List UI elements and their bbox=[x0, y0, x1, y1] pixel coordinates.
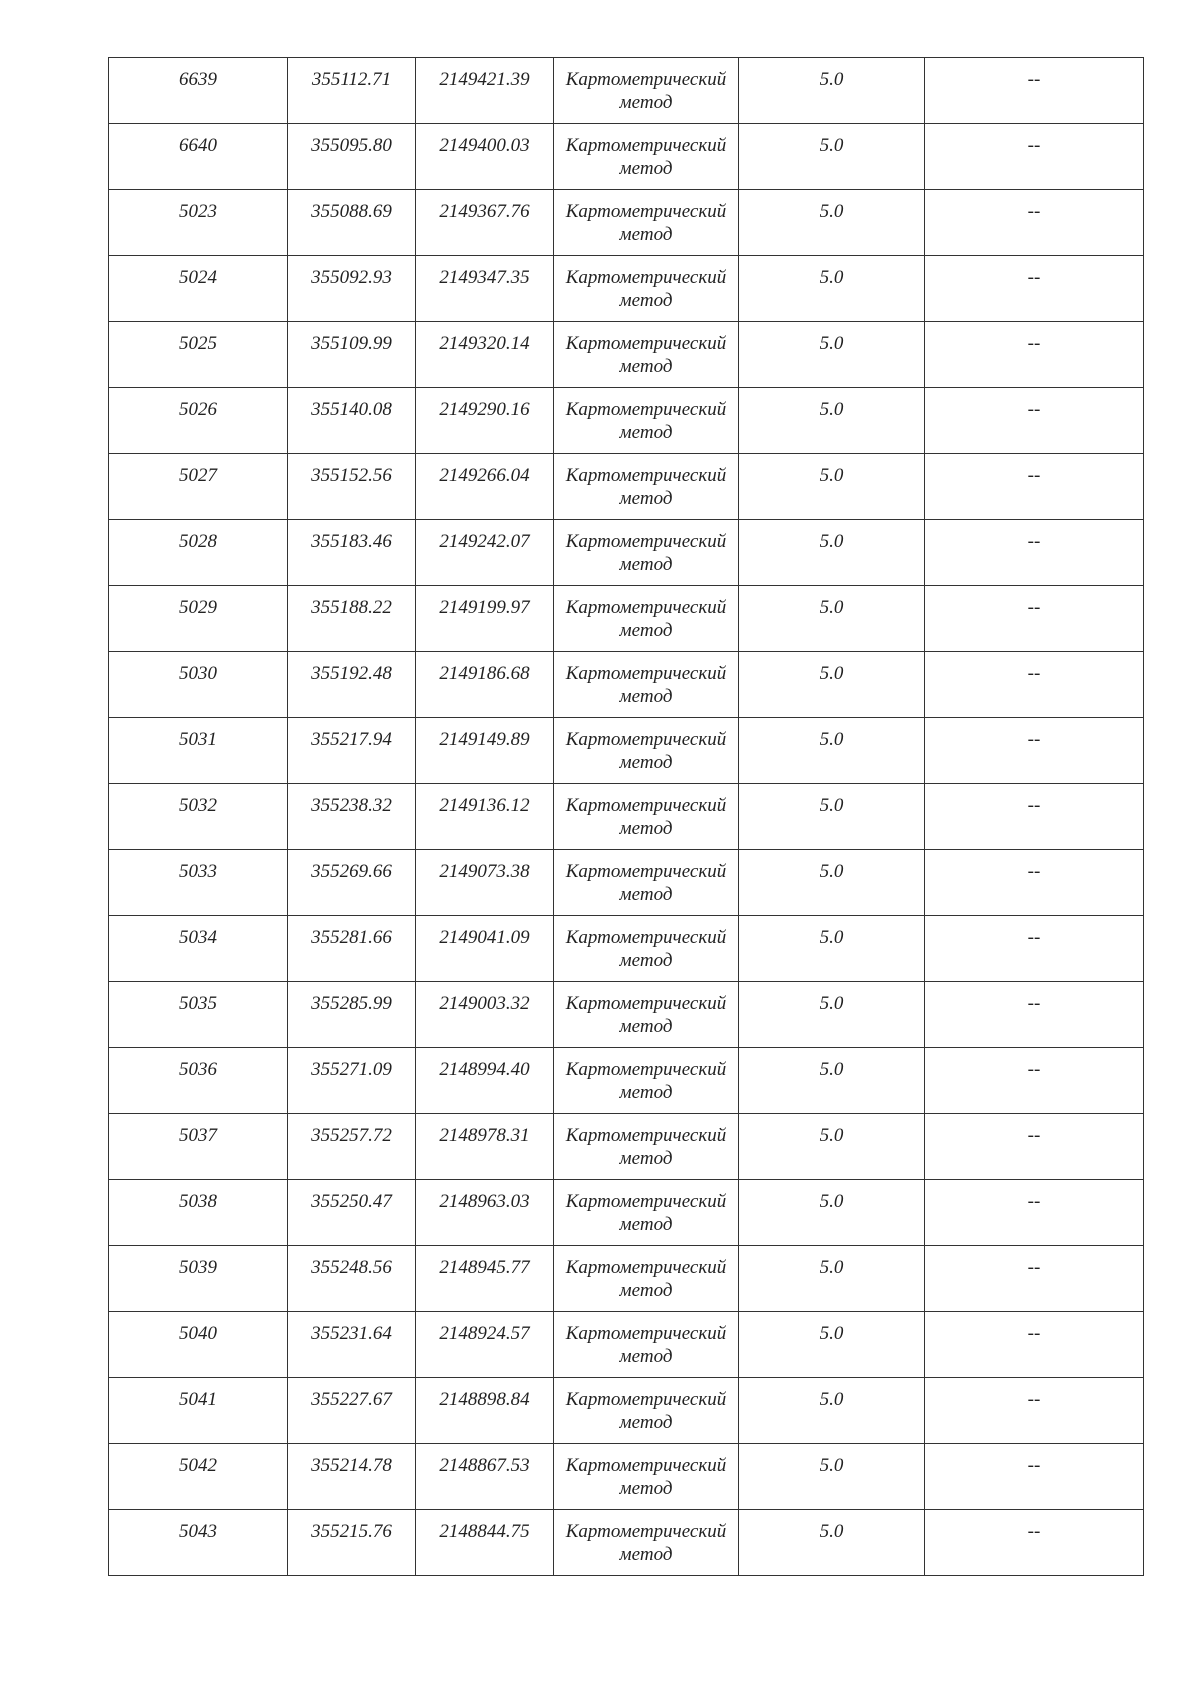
table-row bbox=[109, 1378, 1144, 1444]
table-row bbox=[109, 1510, 1144, 1576]
method-line-1: Картометрический bbox=[565, 333, 727, 354]
method-line-1: Картометрический bbox=[565, 1257, 727, 1278]
coordinates-table-body bbox=[109, 58, 1144, 1576]
note-cell: -- bbox=[925, 190, 1144, 256]
accuracy-cell: 5.0 bbox=[739, 850, 925, 916]
method-cell bbox=[554, 1444, 739, 1510]
accuracy-cell: 5.0 bbox=[739, 916, 925, 982]
y-coordinate-cell: 2149199.97 bbox=[416, 586, 554, 652]
accuracy-cell: 5.0 bbox=[739, 388, 925, 454]
point-number-cell: 5027 bbox=[109, 454, 288, 520]
note-cell: -- bbox=[925, 982, 1144, 1048]
point-number-cell: 5043 bbox=[109, 1510, 288, 1576]
method-cell bbox=[554, 1312, 739, 1378]
point-number-cell: 5036 bbox=[109, 1048, 288, 1114]
method-line-1: Картометрический bbox=[565, 1455, 727, 1476]
table-row bbox=[109, 190, 1144, 256]
x-coordinate-cell: 355285.99 bbox=[288, 982, 416, 1048]
method-line-2: метод bbox=[619, 554, 673, 575]
method-line-1: Картометрический bbox=[565, 267, 727, 288]
note-cell: -- bbox=[925, 1048, 1144, 1114]
table-row bbox=[109, 520, 1144, 586]
method-cell bbox=[554, 454, 739, 520]
table-row bbox=[109, 1444, 1144, 1510]
accuracy-cell: 5.0 bbox=[739, 1114, 925, 1180]
x-coordinate-cell: 355188.22 bbox=[288, 586, 416, 652]
point-number-cell: 5033 bbox=[109, 850, 288, 916]
method-line-2: метод bbox=[619, 752, 673, 773]
method-cell bbox=[554, 718, 739, 784]
x-coordinate-cell: 355088.69 bbox=[288, 190, 416, 256]
x-coordinate-cell: 355109.99 bbox=[288, 322, 416, 388]
accuracy-cell: 5.0 bbox=[739, 1510, 925, 1576]
method-cell bbox=[554, 1378, 739, 1444]
point-number-cell: 5030 bbox=[109, 652, 288, 718]
method-line-1: Картометрический bbox=[565, 531, 727, 552]
accuracy-cell: 5.0 bbox=[739, 1444, 925, 1510]
point-number-cell: 5032 bbox=[109, 784, 288, 850]
method-line-2: метод bbox=[619, 1346, 673, 1367]
method-line-1: Картометрический bbox=[565, 1191, 727, 1212]
table-row bbox=[109, 58, 1144, 124]
method-line-2: метод bbox=[619, 620, 673, 641]
method-line-2: метод bbox=[619, 884, 673, 905]
point-number-cell: 5031 bbox=[109, 718, 288, 784]
note-cell: -- bbox=[925, 454, 1144, 520]
method-cell bbox=[554, 322, 739, 388]
method-line-2: метод bbox=[619, 224, 673, 245]
note-cell: -- bbox=[925, 1246, 1144, 1312]
y-coordinate-cell: 2148898.84 bbox=[416, 1378, 554, 1444]
x-coordinate-cell: 355215.76 bbox=[288, 1510, 416, 1576]
table-row bbox=[109, 1048, 1144, 1114]
point-number-cell: 5028 bbox=[109, 520, 288, 586]
point-number-cell: 5024 bbox=[109, 256, 288, 322]
x-coordinate-cell: 355271.09 bbox=[288, 1048, 416, 1114]
method-cell bbox=[554, 982, 739, 1048]
table-row bbox=[109, 916, 1144, 982]
y-coordinate-cell: 2149136.12 bbox=[416, 784, 554, 850]
accuracy-cell: 5.0 bbox=[739, 718, 925, 784]
y-coordinate-cell: 2149149.89 bbox=[416, 718, 554, 784]
point-number-cell: 5025 bbox=[109, 322, 288, 388]
method-cell bbox=[554, 58, 739, 124]
method-line-1: Картометрический bbox=[565, 795, 727, 816]
x-coordinate-cell: 355214.78 bbox=[288, 1444, 416, 1510]
method-line-1: Картометрический bbox=[565, 729, 727, 750]
point-number-cell: 5029 bbox=[109, 586, 288, 652]
point-number-cell: 5042 bbox=[109, 1444, 288, 1510]
y-coordinate-cell: 2148945.77 bbox=[416, 1246, 554, 1312]
x-coordinate-cell: 355257.72 bbox=[288, 1114, 416, 1180]
method-line-1: Картометрический bbox=[565, 597, 727, 618]
x-coordinate-cell: 355112.71 bbox=[288, 58, 416, 124]
method-cell bbox=[554, 1510, 739, 1576]
y-coordinate-cell: 2149320.14 bbox=[416, 322, 554, 388]
method-line-2: метод bbox=[619, 1148, 673, 1169]
y-coordinate-cell: 2149041.09 bbox=[416, 916, 554, 982]
method-line-1: Картометрический bbox=[565, 1521, 727, 1542]
note-cell: -- bbox=[925, 1114, 1144, 1180]
x-coordinate-cell: 355092.93 bbox=[288, 256, 416, 322]
method-line-2: метод bbox=[619, 1214, 673, 1235]
x-coordinate-cell: 355140.08 bbox=[288, 388, 416, 454]
table-row bbox=[109, 454, 1144, 520]
note-cell: -- bbox=[925, 388, 1144, 454]
accuracy-cell: 5.0 bbox=[739, 1048, 925, 1114]
y-coordinate-cell: 2149242.07 bbox=[416, 520, 554, 586]
method-cell bbox=[554, 190, 739, 256]
point-number-cell: 5035 bbox=[109, 982, 288, 1048]
point-number-cell: 5041 bbox=[109, 1378, 288, 1444]
x-coordinate-cell: 355095.80 bbox=[288, 124, 416, 190]
method-line-1: Картометрический bbox=[565, 861, 727, 882]
y-coordinate-cell: 2149073.38 bbox=[416, 850, 554, 916]
accuracy-cell: 5.0 bbox=[739, 58, 925, 124]
table-row bbox=[109, 322, 1144, 388]
x-coordinate-cell: 355227.67 bbox=[288, 1378, 416, 1444]
note-cell: -- bbox=[925, 322, 1144, 388]
accuracy-cell: 5.0 bbox=[739, 1246, 925, 1312]
method-line-1: Картометрический bbox=[565, 663, 727, 684]
y-coordinate-cell: 2149290.16 bbox=[416, 388, 554, 454]
note-cell: -- bbox=[925, 784, 1144, 850]
y-coordinate-cell: 2149400.03 bbox=[416, 124, 554, 190]
point-number-cell: 5039 bbox=[109, 1246, 288, 1312]
note-cell: -- bbox=[925, 718, 1144, 784]
note-cell: -- bbox=[925, 850, 1144, 916]
method-cell bbox=[554, 124, 739, 190]
method-line-2: метод bbox=[619, 422, 673, 443]
x-coordinate-cell: 355250.47 bbox=[288, 1180, 416, 1246]
accuracy-cell: 5.0 bbox=[739, 982, 925, 1048]
method-line-2: метод bbox=[619, 1412, 673, 1433]
table-row bbox=[109, 586, 1144, 652]
point-number-cell: 6640 bbox=[109, 124, 288, 190]
method-cell bbox=[554, 520, 739, 586]
y-coordinate-cell: 2148994.40 bbox=[416, 1048, 554, 1114]
method-line-2: метод bbox=[619, 158, 673, 179]
point-number-cell: 6639 bbox=[109, 58, 288, 124]
note-cell: -- bbox=[925, 1180, 1144, 1246]
method-line-1: Картометрический bbox=[565, 201, 727, 222]
table-row bbox=[109, 388, 1144, 454]
table-row bbox=[109, 1246, 1144, 1312]
note-cell: -- bbox=[925, 256, 1144, 322]
accuracy-cell: 5.0 bbox=[739, 652, 925, 718]
method-line-1: Картометрический bbox=[565, 135, 727, 156]
note-cell: -- bbox=[925, 1444, 1144, 1510]
method-cell bbox=[554, 1246, 739, 1312]
note-cell: -- bbox=[925, 1312, 1144, 1378]
method-line-1: Картометрический bbox=[565, 1323, 727, 1344]
method-line-2: метод bbox=[619, 290, 673, 311]
method-line-1: Картометрический bbox=[565, 465, 727, 486]
method-cell bbox=[554, 586, 739, 652]
method-cell bbox=[554, 652, 739, 718]
x-coordinate-cell: 355152.56 bbox=[288, 454, 416, 520]
accuracy-cell: 5.0 bbox=[739, 454, 925, 520]
method-line-2: метод bbox=[619, 1082, 673, 1103]
method-line-1: Картометрический bbox=[565, 993, 727, 1014]
accuracy-cell: 5.0 bbox=[739, 124, 925, 190]
accuracy-cell: 5.0 bbox=[739, 256, 925, 322]
y-coordinate-cell: 2148867.53 bbox=[416, 1444, 554, 1510]
x-coordinate-cell: 355238.32 bbox=[288, 784, 416, 850]
method-line-1: Картометрический bbox=[565, 1059, 727, 1080]
note-cell: -- bbox=[925, 586, 1144, 652]
accuracy-cell: 5.0 bbox=[739, 520, 925, 586]
method-line-2: метод bbox=[619, 818, 673, 839]
method-cell bbox=[554, 850, 739, 916]
x-coordinate-cell: 355248.56 bbox=[288, 1246, 416, 1312]
note-cell: -- bbox=[925, 1378, 1144, 1444]
table-row bbox=[109, 652, 1144, 718]
table-row bbox=[109, 1114, 1144, 1180]
x-coordinate-cell: 355269.66 bbox=[288, 850, 416, 916]
table-row bbox=[109, 784, 1144, 850]
y-coordinate-cell: 2148963.03 bbox=[416, 1180, 554, 1246]
method-line-2: метод bbox=[619, 1016, 673, 1037]
method-line-2: метод bbox=[619, 356, 673, 377]
note-cell: -- bbox=[925, 58, 1144, 124]
point-number-cell: 5038 bbox=[109, 1180, 288, 1246]
method-cell bbox=[554, 1180, 739, 1246]
method-line-2: метод bbox=[619, 950, 673, 971]
accuracy-cell: 5.0 bbox=[739, 322, 925, 388]
table-row bbox=[109, 1312, 1144, 1378]
point-number-cell: 5026 bbox=[109, 388, 288, 454]
table-row bbox=[109, 982, 1144, 1048]
method-cell bbox=[554, 1048, 739, 1114]
y-coordinate-cell: 2148924.57 bbox=[416, 1312, 554, 1378]
point-number-cell: 5034 bbox=[109, 916, 288, 982]
accuracy-cell: 5.0 bbox=[739, 784, 925, 850]
point-number-cell: 5023 bbox=[109, 190, 288, 256]
method-line-2: метод bbox=[619, 1478, 673, 1499]
y-coordinate-cell: 2149266.04 bbox=[416, 454, 554, 520]
point-number-cell: 5037 bbox=[109, 1114, 288, 1180]
x-coordinate-cell: 355231.64 bbox=[288, 1312, 416, 1378]
method-cell bbox=[554, 1114, 739, 1180]
y-coordinate-cell: 2148844.75 bbox=[416, 1510, 554, 1576]
method-line-1: Картометрический bbox=[565, 69, 727, 90]
table-row bbox=[109, 124, 1144, 190]
accuracy-cell: 5.0 bbox=[739, 190, 925, 256]
accuracy-cell: 5.0 bbox=[739, 586, 925, 652]
method-cell bbox=[554, 916, 739, 982]
table-row bbox=[109, 1180, 1144, 1246]
method-line-2: метод bbox=[619, 488, 673, 509]
x-coordinate-cell: 355192.48 bbox=[288, 652, 416, 718]
y-coordinate-cell: 2149347.35 bbox=[416, 256, 554, 322]
x-coordinate-cell: 355281.66 bbox=[288, 916, 416, 982]
method-cell bbox=[554, 256, 739, 322]
y-coordinate-cell: 2149367.76 bbox=[416, 190, 554, 256]
note-cell: -- bbox=[925, 124, 1144, 190]
note-cell: -- bbox=[925, 652, 1144, 718]
note-cell: -- bbox=[925, 520, 1144, 586]
table-row bbox=[109, 718, 1144, 784]
note-cell: -- bbox=[925, 916, 1144, 982]
coordinates-table bbox=[108, 57, 1144, 1576]
y-coordinate-cell: 2148978.31 bbox=[416, 1114, 554, 1180]
x-coordinate-cell: 355183.46 bbox=[288, 520, 416, 586]
accuracy-cell: 5.0 bbox=[739, 1180, 925, 1246]
table-row bbox=[109, 850, 1144, 916]
y-coordinate-cell: 2149003.32 bbox=[416, 982, 554, 1048]
table-row bbox=[109, 256, 1144, 322]
point-number-cell: 5040 bbox=[109, 1312, 288, 1378]
method-line-2: метод bbox=[619, 686, 673, 707]
accuracy-cell: 5.0 bbox=[739, 1312, 925, 1378]
x-coordinate-cell: 355217.94 bbox=[288, 718, 416, 784]
method-cell bbox=[554, 388, 739, 454]
note-cell: -- bbox=[925, 1510, 1144, 1576]
method-line-2: метод bbox=[619, 1280, 673, 1301]
method-line-1: Картометрический bbox=[565, 927, 727, 948]
y-coordinate-cell: 2149421.39 bbox=[416, 58, 554, 124]
y-coordinate-cell: 2149186.68 bbox=[416, 652, 554, 718]
method-line-2: метод bbox=[619, 92, 673, 113]
method-cell bbox=[554, 784, 739, 850]
method-line-2: метод bbox=[619, 1544, 673, 1565]
accuracy-cell: 5.0 bbox=[739, 1378, 925, 1444]
method-line-1: Картометрический bbox=[565, 1389, 727, 1410]
method-line-1: Картометрический bbox=[565, 399, 727, 420]
method-line-1: Картометрический bbox=[565, 1125, 727, 1146]
